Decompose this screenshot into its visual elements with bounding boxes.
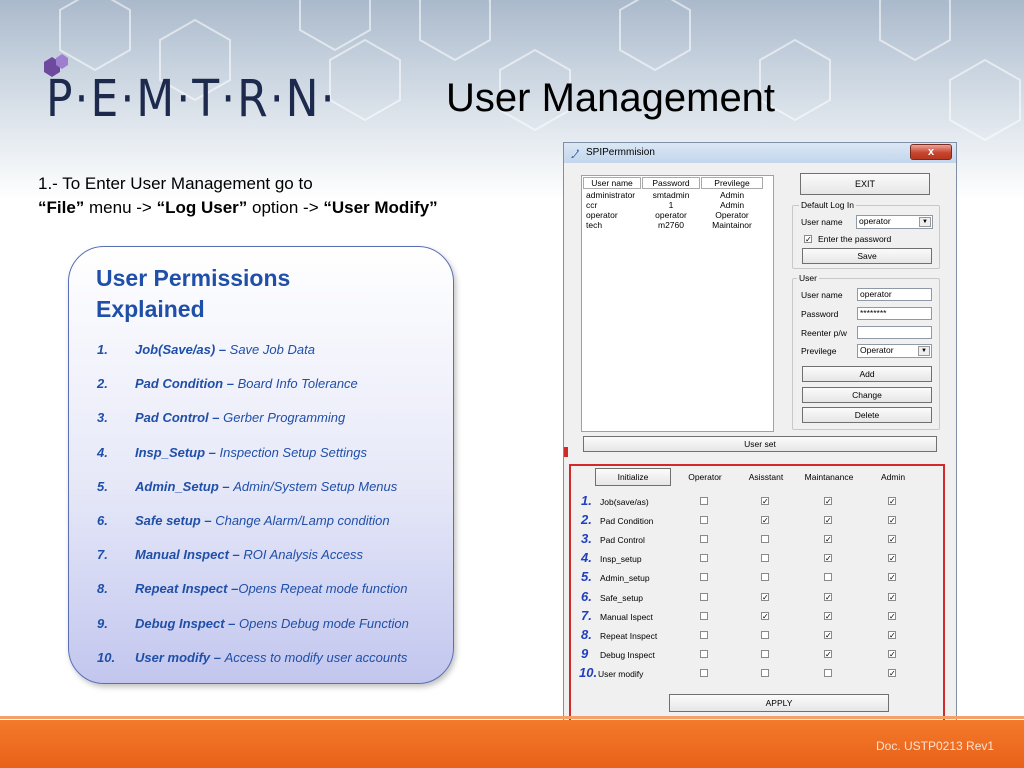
privilege-select[interactable]: [857, 344, 932, 358]
row-label: User modify: [598, 668, 644, 679]
matrix-row: [571, 646, 943, 664]
permission-checkbox[interactable]: ✓: [762, 592, 769, 602]
password-input[interactable]: ********: [857, 307, 932, 320]
permission-checkbox[interactable]: ✓: [889, 649, 896, 659]
user-name-input[interactable]: operator: [857, 288, 932, 301]
save-button[interactable]: Save: [802, 248, 932, 264]
list-cell: m2760: [658, 220, 684, 230]
matrix-row: [571, 569, 943, 587]
intro-log-user: “Log User”: [156, 198, 248, 217]
list-cell: Maintainor: [712, 220, 752, 230]
permission-name: [135, 445, 367, 460]
list-header-privilege[interactable]: Previlege: [701, 177, 763, 189]
permission-checkbox[interactable]: [700, 516, 708, 524]
permission-item: [97, 650, 437, 666]
initialize-button[interactable]: Initialize: [595, 468, 671, 486]
permission-name: [135, 547, 363, 562]
permission-checkbox[interactable]: [700, 650, 708, 658]
user-group-label: User: [799, 273, 817, 283]
permission-name: [135, 410, 345, 425]
permission-item: [97, 410, 437, 426]
permission-name-text: Debug Inspect –: [135, 615, 240, 631]
row-label: Safe_setup: [600, 592, 644, 603]
list-cell: 1: [668, 200, 674, 210]
permission-checkbox[interactable]: ✓: [762, 516, 769, 526]
dialog-title: SPIPermmision: [586, 147, 655, 158]
permission-checkbox[interactable]: [700, 669, 708, 677]
permission-checkbox[interactable]: [700, 593, 708, 601]
document-reference: Doc. USTP0213 Rev1: [876, 739, 995, 753]
row-number: 1.: [581, 493, 592, 508]
permission-checkbox[interactable]: ✓: [889, 611, 896, 621]
permission-name-text: Insp_Setup –: [135, 444, 220, 460]
default-user-name-label: User name: [801, 217, 843, 227]
row-number: 5.: [581, 569, 592, 585]
matrix-column-header: Operator: [688, 472, 722, 482]
matrix-row: [571, 589, 943, 607]
permission-checkbox[interactable]: ✓: [762, 611, 769, 621]
delete-user-button[interactable]: Delete: [802, 407, 932, 423]
list-cell: operator: [655, 210, 687, 220]
row-label: Repeat Inspect: [600, 630, 658, 641]
chevron-down-icon: ▼: [918, 346, 930, 356]
permission-description: Board Info Tolerance: [237, 376, 358, 392]
permission-checkbox[interactable]: ✓: [825, 630, 832, 640]
user-list[interactable]: [581, 175, 774, 432]
permission-checkbox[interactable]: ✓: [762, 497, 769, 506]
matrix-row: [571, 493, 943, 511]
chevron-down-icon: ▼: [919, 217, 931, 227]
row-number: 8.: [581, 626, 592, 642]
row-label: Debug Inspect: [600, 649, 655, 660]
permission-item: [97, 616, 437, 632]
permission-number: 5.: [97, 478, 108, 494]
permission-checkbox[interactable]: [700, 554, 708, 562]
matrix-row: [571, 512, 943, 530]
add-user-button[interactable]: Add: [802, 366, 932, 382]
permission-item: [97, 445, 437, 461]
permission-checkbox[interactable]: [700, 631, 708, 639]
enter-password-checkbox[interactable]: ✓: [805, 235, 812, 244]
permission-checkbox[interactable]: [700, 497, 708, 505]
permission-name-text: Job(Save/as) –: [135, 342, 230, 357]
list-cell: smtadmin: [652, 190, 690, 200]
permission-item: [97, 547, 437, 563]
list-item[interactable]: [582, 200, 772, 210]
permission-name-text: User modify –: [135, 649, 225, 665]
permission-checkbox[interactable]: ✓: [825, 554, 832, 564]
list-cell: operator: [586, 210, 618, 220]
permission-description: Inspection Setup Settings: [219, 444, 367, 460]
permission-matrix: [569, 464, 945, 726]
change-user-button[interactable]: Change: [802, 387, 932, 403]
intro-file: “File”: [38, 198, 85, 217]
permission-number: 8.: [97, 581, 108, 597]
user-set-button[interactable]: User set: [583, 436, 937, 452]
permission-number: 9.: [97, 615, 108, 631]
permission-description: Opens Debug mode Function: [239, 615, 409, 631]
row-label: Job(save/as): [600, 497, 649, 507]
exit-button[interactable]: EXIT: [800, 173, 930, 195]
permission-number: 10.: [97, 649, 116, 665]
row-number: 7.: [581, 607, 592, 623]
permission-checkbox[interactable]: ✓: [889, 516, 896, 526]
permission-checkbox[interactable]: ✓: [889, 497, 896, 506]
privilege-label: Previlege: [801, 346, 837, 356]
permission-checkbox[interactable]: ✓: [889, 535, 896, 545]
list-header-password[interactable]: Password: [642, 177, 700, 189]
apply-button[interactable]: APPLY: [669, 694, 889, 712]
matrix-column-header: Maintanance: [804, 472, 854, 482]
permission-number: 3.: [97, 410, 108, 426]
list-item[interactable]: [582, 210, 772, 220]
permission-checkbox[interactable]: ✓: [825, 649, 832, 659]
permission-checkbox[interactable]: [761, 631, 769, 639]
reenter-password-label: Reenter p/w: [801, 328, 847, 338]
permission-name-text: Pad Control –: [135, 410, 224, 426]
row-label: Admin_setup: [600, 573, 650, 584]
row-label: Manual Ispect: [600, 611, 653, 622]
row-label: Insp_setup: [600, 554, 642, 565]
row-number: 4.: [581, 550, 592, 566]
app-feather-icon: [569, 147, 581, 159]
list-item[interactable]: [582, 220, 772, 230]
permission-description: ROI Analysis Access: [243, 547, 364, 563]
permission-number: 7.: [97, 547, 108, 563]
permission-checkbox[interactable]: ✓: [825, 516, 832, 526]
user-name-label: User name: [801, 290, 843, 300]
permission-checkbox[interactable]: [824, 573, 832, 581]
reenter-password-input[interactable]: [857, 326, 932, 339]
permission-name-text: Admin_Setup –: [135, 478, 234, 494]
permission-checkbox[interactable]: ✓: [825, 592, 832, 602]
permission-name: [135, 342, 315, 357]
permission-number: 2.: [97, 376, 108, 392]
matrix-row: [571, 627, 943, 645]
permission-item: [97, 479, 437, 495]
footer-bar: [0, 720, 1024, 768]
permission-checkbox[interactable]: [761, 535, 769, 543]
footer-divider: [0, 716, 1024, 719]
permission-item: [97, 376, 437, 392]
matrix-row: [571, 665, 943, 683]
permission-number: 6.: [97, 513, 108, 528]
permission-checkbox[interactable]: [761, 554, 769, 562]
intro-user-modify: “User Modify”: [323, 198, 438, 217]
permission-checkbox[interactable]: ✓: [825, 535, 832, 545]
dialog-titlebar: [564, 143, 956, 163]
permission-name: [135, 581, 407, 596]
row-number: 3.: [581, 531, 592, 547]
permission-name: [135, 479, 397, 494]
permission-checkbox[interactable]: ✓: [889, 668, 896, 678]
user-group: [792, 273, 940, 430]
intro-line-1: 1.- To Enter User Management go to: [38, 174, 313, 193]
permission-checkbox[interactable]: [824, 669, 832, 677]
permission-number: 4.: [97, 444, 108, 460]
permission-name-text: Manual Inspect –: [135, 547, 244, 563]
list-cell: tech: [586, 220, 603, 230]
permission-name: [135, 616, 409, 631]
row-number: 2.: [581, 512, 592, 528]
intro-text: [38, 172, 438, 220]
permission-description: Opens Repeat mode function: [238, 581, 408, 597]
permission-checkbox[interactable]: [700, 612, 708, 620]
permission-name: [135, 513, 390, 528]
list-cell: ccr: [586, 200, 598, 210]
permission-checkbox[interactable]: ✓: [889, 592, 896, 602]
intro-option-word: option ->: [247, 198, 324, 217]
spi-permission-dialog: [563, 142, 957, 742]
row-label: Pad Condition: [600, 516, 654, 527]
intro-menu-word: menu ->: [84, 198, 157, 217]
permission-name-text: Pad Condition –: [135, 376, 238, 392]
matrix-column-header: Admin: [880, 472, 906, 482]
permission-description: Gerber Programming: [223, 410, 346, 426]
list-cell: Admin: [719, 190, 745, 200]
permission-item: [97, 342, 437, 358]
logo-wordmark: P·E·M·T·R·N·: [46, 70, 337, 129]
page-title: User Management: [446, 76, 776, 120]
permission-number: 1.: [97, 342, 108, 357]
permission-name: [135, 376, 358, 391]
matrix-row: [571, 608, 943, 626]
permission-checkbox[interactable]: ✓: [825, 611, 832, 621]
permission-description: Save Job Data: [229, 342, 315, 357]
permission-item: [97, 581, 437, 597]
permissions-card: [68, 246, 454, 684]
permission-description: Admin/System Setup Menus: [233, 478, 398, 494]
permission-checkbox[interactable]: ✓: [889, 554, 896, 564]
permission-checkbox[interactable]: [761, 669, 769, 677]
row-number: 6.: [581, 588, 592, 604]
red-marker: [564, 447, 568, 457]
permission-checkbox[interactable]: [761, 650, 769, 658]
default-login-group: [792, 200, 940, 269]
intro-line-2: [38, 196, 438, 220]
list-header-user-name[interactable]: User name: [583, 177, 641, 189]
permission-name-text: Repeat Inspect –: [135, 581, 239, 597]
close-button[interactable]: x: [910, 144, 952, 160]
permission-description: Access to modify user accounts: [224, 649, 408, 665]
permissions-card-title: User Permissions Explained: [96, 265, 291, 322]
row-label: Pad Control: [600, 535, 645, 546]
row-number: 10.: [579, 664, 598, 680]
matrix-column-header: Asisstant: [748, 472, 784, 482]
permission-description: Change Alarm/Lamp condition: [215, 513, 390, 528]
default-login-group-label: Default Log In: [801, 200, 854, 210]
list-cell: administrator: [586, 190, 636, 200]
default-user-name-value: operator: [859, 216, 891, 226]
list-cell: Operator: [715, 210, 749, 220]
password-label: Password: [801, 309, 839, 319]
enter-password-label: Enter the password: [818, 234, 892, 244]
permission-name: [135, 650, 407, 665]
matrix-row: [571, 550, 943, 568]
privilege-value: Operator: [860, 345, 894, 355]
permission-checkbox[interactable]: [700, 535, 708, 543]
permission-checkbox[interactable]: [700, 573, 708, 581]
permission-item: [97, 513, 437, 529]
permission-name-text: Safe setup –: [135, 513, 216, 528]
pemtron-logo: [36, 58, 337, 130]
permission-checkbox[interactable]: ✓: [825, 497, 832, 506]
row-number: 9: [581, 645, 589, 661]
permission-checkbox[interactable]: [761, 573, 769, 581]
permission-checkbox[interactable]: ✓: [889, 573, 896, 583]
permission-checkbox[interactable]: ✓: [889, 630, 896, 640]
list-item[interactable]: [582, 190, 772, 200]
list-cell: Admin: [719, 200, 745, 210]
matrix-row: [571, 531, 943, 549]
default-user-name-select[interactable]: [856, 215, 933, 229]
